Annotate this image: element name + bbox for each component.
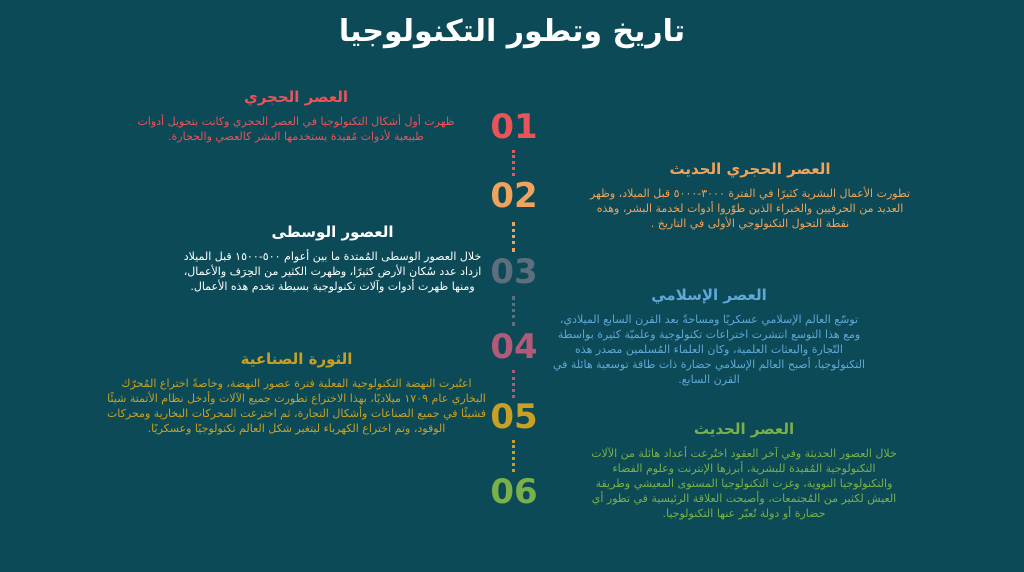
era-card-stone-age — [128, 88, 464, 144]
timeline-connector — [512, 370, 515, 398]
era-card-islamic — [550, 286, 868, 387]
era-description: خلال العصور الوسطى المُمتدة ما بين أعوام ٥٠٠-١٥٠٠ قبل الميلاد ازداد عدد سُكان الأرض كثيرًا، وظهرت الكثير من الحِرَف والأعمال، ومنها ظهرت أدوات وآلات تكنولوجية بسيطة تخدم هذه الأعمال. — [183, 250, 482, 293]
step-number-01: 01 — [490, 107, 538, 147]
step-number-05: 05 — [490, 397, 538, 437]
step-number-03: 03 — [490, 252, 538, 292]
era-card-modern — [585, 420, 903, 521]
era-title: العصر الإسلامي — [651, 286, 767, 304]
era-title: العصر الحجري الحديث — [669, 160, 831, 178]
era-title: الثورة الصناعية — [240, 350, 353, 368]
timeline-connector — [512, 222, 515, 252]
step-number-02: 02 — [490, 176, 538, 216]
era-card-industrial-revolution — [104, 350, 489, 436]
era-description: تطورت الأعمال البشرية كثيرًا في الفترة ٣٠٠٠-٥٠٠٠ قبل الميلاد، وظهر العديد من الحرفيين والخبراء الذين طوّروا أدوات لخدمة البشر، وهذه نقطة التحول التكنولوجي الأولى في التاريخ . — [589, 187, 911, 230]
era-title: العصور الوسطى — [271, 223, 394, 241]
timeline-connector — [512, 296, 515, 326]
era-description: خلال العصور الحديثة وفي آخر العقود اختُرعت أعداد هائلة من الآلات التكنولوجية المُفيدة للبشرية، أبرزها الإنترنت وعلوم الفضاء والتكنولوجيا النووية، وغزت التكنولوجيا المستوى المعيشي وطريقة العيش لكثير من المُجتمعات، وأصبحت العلاقة الرئيسية في تطور أي حضارة أو دولة تُعبّر عنها التكنولوجيا. — [591, 447, 897, 520]
timeline-connector — [512, 150, 515, 176]
step-number-06: 06 — [490, 472, 538, 512]
era-description: ظهرت أول أشكال التكنولوجيا في العصر الحجري وكانت بتحويل أدوات طبيعية لأدوات مُفيدة يستخدمها البشر كالعصي والحجارة. — [137, 115, 455, 143]
page-title: تاريخ وتطور التكنولوجيا — [338, 14, 686, 49]
era-description: توسّع العالم الإسلامي عسكريًا ومساحةً بعد القرن السابع الميلادي، ومع هذا التوسع انتشرت اختراعات تكنولوجية وعلميّة كثيرة بواسطة التّجارة والبعثات العلمية، وكان العلماء المُسلمين مصدر هذه التكنولوجيا، أصبح العالم الإسلامي حضارة ذات طاقة توسعية هائلة في القرن السابع. — [552, 313, 866, 386]
era-card-neolithic — [585, 160, 915, 231]
step-number-04: 04 — [490, 327, 538, 367]
era-card-middle-ages — [180, 223, 485, 294]
era-title: العصر الحديث — [693, 420, 795, 438]
era-description: اعتُبرت النهضة التكنولوجية الفعلية فترة عصور النهضة، وخاصةً اختراع المُحرّك البخاري عام ١٧٠٩ ميلاديًا، بهذا الاختراع تطورت جميع الآلات وأدخل نظام الأتمتة شيئًا فشيئًا في جميع الصناعات وأشكال التجارة، ثم اخترعت المحركات البخارية ومحركات الوقود، وتم اختراع الكهرباء ليتغير شكل العالم تكنولوجيًا وعسكريًا. — [106, 377, 487, 435]
timeline-connector — [512, 440, 515, 472]
era-title: العصر الحجري — [243, 88, 349, 106]
